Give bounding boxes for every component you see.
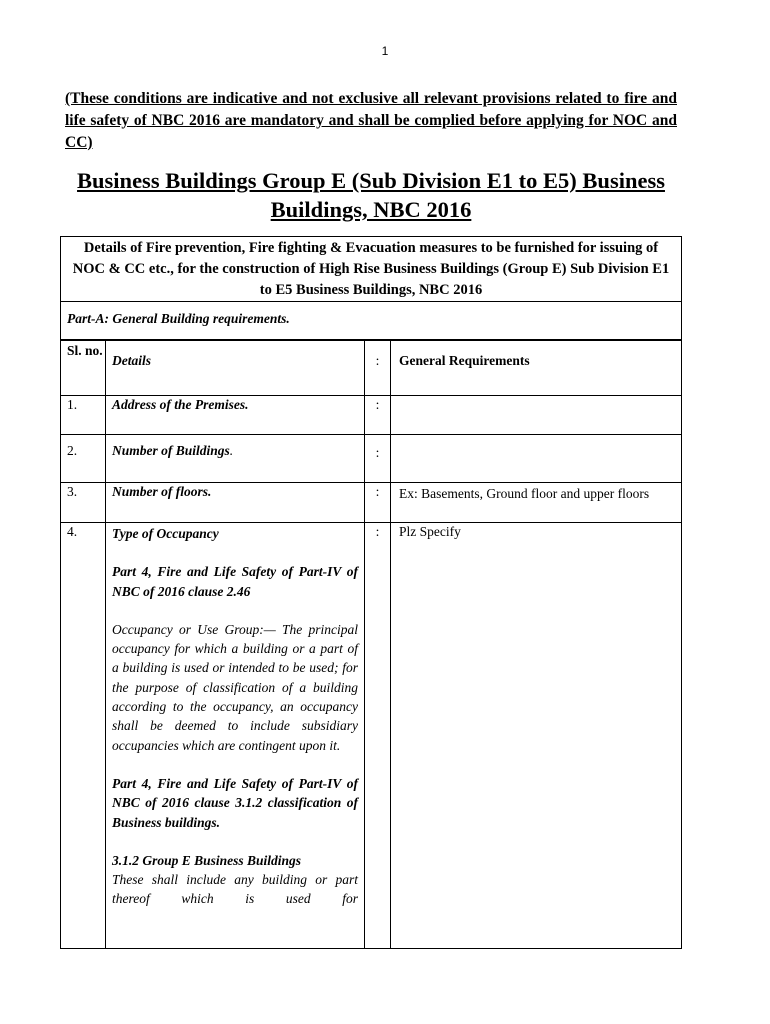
row-requirement: Ex: Basements, Ground floor and upper floors <box>391 483 682 523</box>
row-details: Number of floors. <box>106 483 365 523</box>
group-e-text: These shall include any building or part thereof which is used for <box>112 872 358 907</box>
table-row <box>61 523 682 949</box>
row-requirement <box>391 396 682 435</box>
requirements-table <box>60 340 682 949</box>
row-details: Address of the Premises. <box>106 396 365 435</box>
document-title: Business Buildings Group E (Sub Division E1 to E5) Business Buildings, NBC 2016 <box>77 168 665 222</box>
row-colon: : <box>365 435 391 483</box>
occupancy-definition: Occupancy or Use Group:— The principal occupancy for which a building or a part of a building is used or intended to be used; for the purpose of classification of a building according to the occupancy, an occupancy shall be deemed to include subsidiary occupancies which are contingent upon it. <box>112 621 358 753</box>
header-colon: : <box>365 341 391 396</box>
classification-clause-ref: Part 4, Fire and Life Safety of Part-IV of NBC of 2016 clause 3.1.2 classification of Business buildings. <box>112 775 358 830</box>
occupancy-heading: Type of Occupancy <box>112 526 219 541</box>
row-colon: : <box>365 523 391 949</box>
row-details-suffix: . <box>229 443 234 458</box>
row-details <box>106 523 365 949</box>
page-number: 1 <box>381 44 389 58</box>
header-sl-no: Sl. no. <box>61 341 106 396</box>
details-box <box>60 236 682 302</box>
part-heading: Part-A: General Building requirements. <box>67 311 290 326</box>
occupancy-clause-ref: Part 4, Fire and Life Safety of Part-IV of NBC of 2016 clause 2.46 <box>112 564 358 599</box>
details-box-text: Details of Fire prevention, Fire fighting & Evacuation measures to be furnished for issuing of NOC & CC etc., for the construction of High Rise Business Buildings (Group E) Sub Division E1 to E5 Business Buildings, NBC 2016 <box>72 240 670 298</box>
row-requirement: Plz Specify <box>391 523 682 949</box>
table-row <box>61 435 682 483</box>
row-requirement <box>391 435 682 483</box>
row-details-text: Number of Buildings <box>112 443 230 458</box>
row-colon: : <box>365 483 391 523</box>
row-sl: 2. <box>61 435 106 483</box>
part-heading-box <box>60 300 682 340</box>
row-colon: : <box>365 396 391 435</box>
row-details <box>106 435 365 483</box>
table-row <box>61 483 682 523</box>
header-general-requirements: General Requirements <box>391 341 682 396</box>
header-details: Details <box>106 341 365 396</box>
table-header-row <box>61 341 682 396</box>
intro-note: (These conditions are indicative and not exclusive all relevant provisions related to fire and life safety of NBC 2016 are mandatory and shall be complied before applying for NOC and CC) <box>65 90 677 151</box>
row-sl: 4. <box>61 523 106 949</box>
group-e-heading: 3.1.2 Group E Business Buildings <box>112 852 302 868</box>
row-sl: 3. <box>61 483 106 523</box>
table-row <box>61 396 682 435</box>
row-sl: 1. <box>61 396 106 435</box>
